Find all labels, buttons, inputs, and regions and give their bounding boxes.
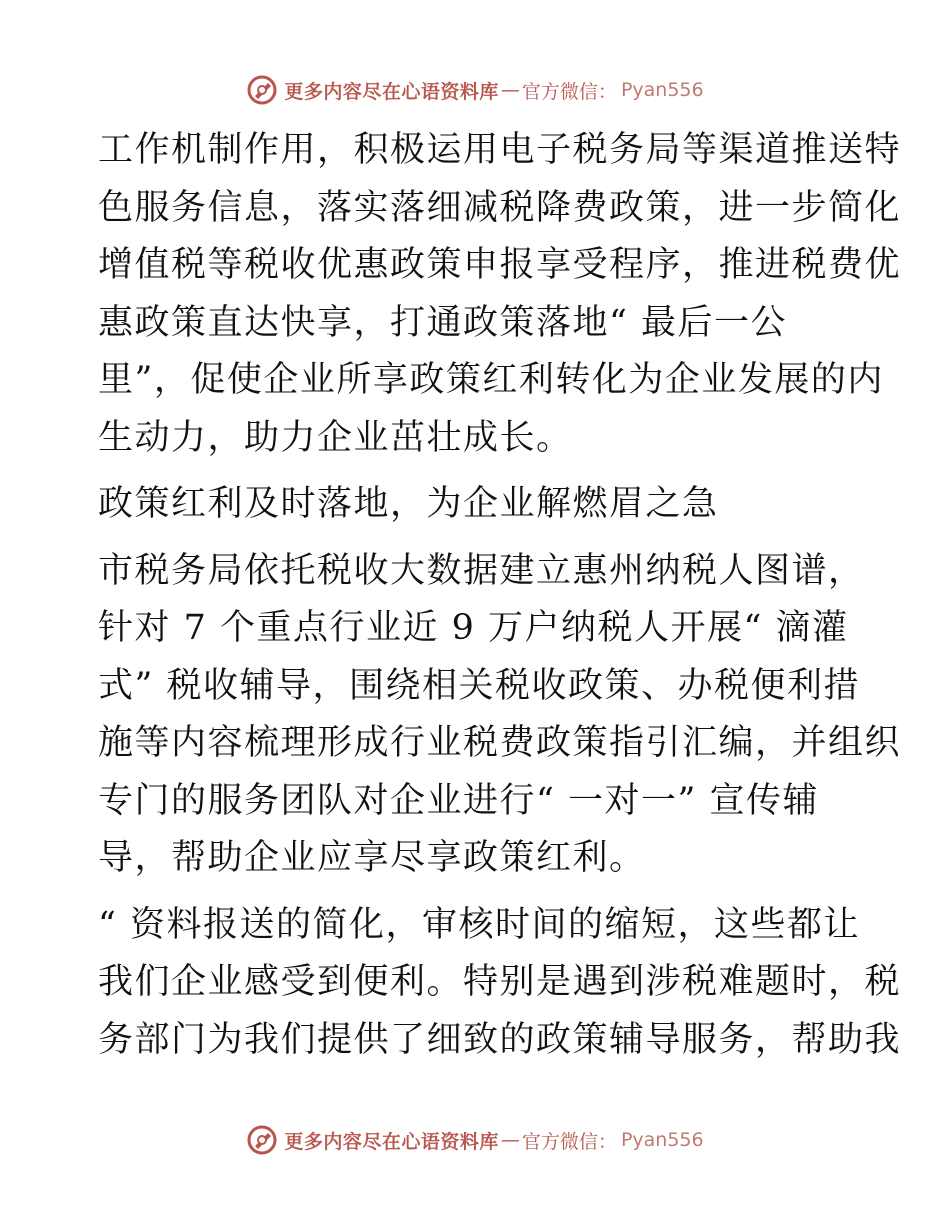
text-line: 色服务信息，落实落细减税降费政策，进一步简化 bbox=[98, 187, 902, 228]
text-line: 工作机制作用，积极运用电子税务局等渠道推送特 bbox=[98, 130, 902, 170]
text-line: 施等内容梳理形成行业税费政策指引汇编，并组织 bbox=[98, 723, 902, 763]
text-line: 式” 税收辅导，围绕相关税收政策、办税便利措 bbox=[98, 665, 861, 706]
paragraph bbox=[98, 897, 902, 1070]
watermark-banner-bottom bbox=[0, 1120, 950, 1160]
watermark-separator: — bbox=[500, 1129, 520, 1151]
text-line: 专门的服务团队对企业进行“ 一对一” 宣传辅 bbox=[98, 780, 820, 821]
text-line: 里”，促使企业所享政策红利转化为企业发展的内 bbox=[98, 360, 884, 400]
text-line: 增值税等税收优惠政策申报享受程序，推进税费优 bbox=[98, 245, 902, 285]
text-line: 市税务局依托税收大数据建立惠州纳税人图谱， bbox=[98, 550, 865, 591]
watermark-separator: — bbox=[500, 79, 520, 101]
text-line: 我们企业感受到便利。特别是遇到涉税难题时，税 bbox=[98, 962, 902, 1002]
watermark-text: 更多内容尽在心语资料库 bbox=[284, 1130, 499, 1153]
section-heading bbox=[98, 476, 853, 534]
text-line: “ 资料报送的简化，审核时间的缩短，这些都让 bbox=[98, 904, 861, 945]
heading-line: 政策红利及时落地，为企业解燃眉之急 bbox=[98, 484, 719, 524]
wechat-id: Pyan556 bbox=[620, 79, 704, 101]
brand-logo-icon bbox=[246, 1124, 278, 1156]
text-line: 导，帮助企业应享尽享政策红利。 bbox=[98, 838, 646, 878]
text-line: 惠政策直达快享，打通政策落地“ 最后一公 bbox=[98, 302, 788, 343]
wechat-id: Pyan556 bbox=[620, 1129, 704, 1151]
brand-logo-icon bbox=[246, 74, 278, 106]
text-line: 生动力，助力企业茁壮成长。 bbox=[98, 417, 573, 458]
text-line: 务部门为我们提供了细致的政策辅导服务，帮助我 bbox=[98, 1019, 902, 1060]
paragraph bbox=[98, 122, 902, 467]
watermark-text: 更多内容尽在心语资料库 bbox=[284, 80, 499, 103]
paragraph bbox=[98, 543, 902, 888]
wechat-label: 官方微信： bbox=[521, 80, 617, 103]
watermark-banner-top bbox=[0, 70, 950, 110]
wechat-label: 官方微信： bbox=[521, 1130, 617, 1153]
document-body bbox=[98, 122, 902, 1069]
text-line: 针对 7 个重点行业近 9 万户纳税人开展“ 滴灌 bbox=[98, 608, 849, 648]
